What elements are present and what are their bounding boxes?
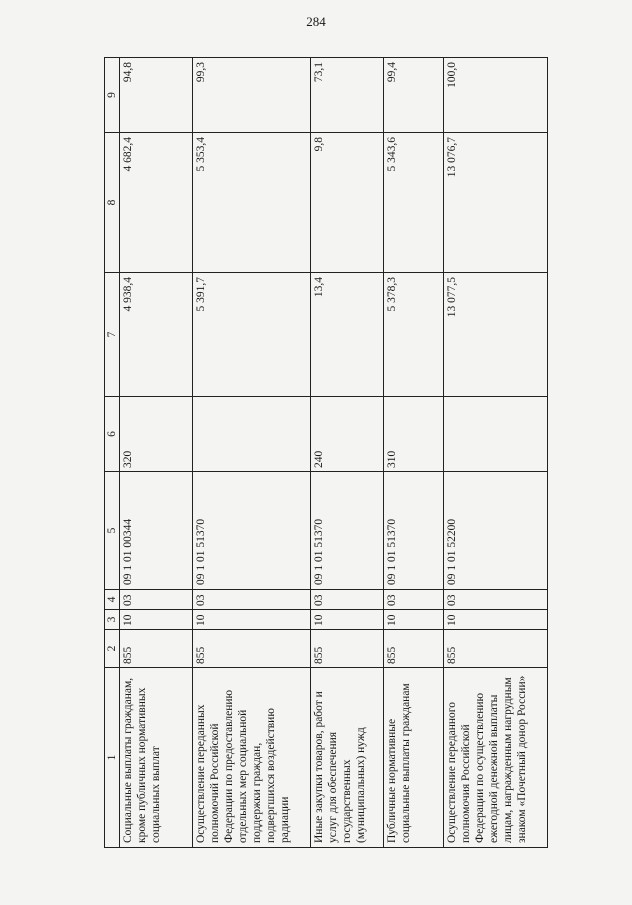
cell-plan: 4 938,4 <box>120 273 193 397</box>
budget-table <box>104 57 548 848</box>
cell-admin-code: 855 <box>384 630 444 668</box>
row-name: Иные закупки товаров, работ и услуг для обеспечения государственных (муниципальных) нужд <box>311 668 384 848</box>
cell-target-article: 09 1 01 00344 <box>120 472 193 590</box>
row-name: Публичные нормативные социальные выплаты гражданам <box>384 668 444 848</box>
cell-subsection: 03 <box>384 590 444 610</box>
cell-target-article: 09 1 01 51370 <box>193 472 311 590</box>
cell-percent: 94,8 <box>120 58 193 133</box>
cell-expense-type: 310 <box>384 397 444 472</box>
cell-percent: 73,1 <box>311 58 384 133</box>
table-row <box>120 58 193 848</box>
cell-plan: 13 077,5 <box>444 273 548 397</box>
cell-subsection: 03 <box>444 590 548 610</box>
cell-section: 10 <box>120 610 193 630</box>
cell-expense-type <box>444 397 548 472</box>
header-cell: 1 <box>105 668 120 848</box>
cell-plan: 13,4 <box>311 273 384 397</box>
header-row <box>105 58 120 848</box>
cell-section: 10 <box>311 610 384 630</box>
header-cell: 2 <box>105 630 120 668</box>
cell-section: 10 <box>384 610 444 630</box>
cell-subsection: 03 <box>311 590 384 610</box>
cell-plan: 5 391,7 <box>193 273 311 397</box>
header-cell: 6 <box>105 397 120 472</box>
page-number: 284 <box>306 14 326 29</box>
cell-actual: 4 682,4 <box>120 133 193 273</box>
cell-admin-code: 855 <box>444 630 548 668</box>
cell-admin-code: 855 <box>120 630 193 668</box>
cell-actual: 13 076,7 <box>444 133 548 273</box>
cell-target-article: 09 1 01 52200 <box>444 472 548 590</box>
cell-subsection: 03 <box>120 590 193 610</box>
row-name: Осуществление переданных полномочий Российской Федерации по предоставлению отдельных мер социальной поддержки граждан, подвергшихся воздействию радиации <box>193 668 311 848</box>
table-row <box>311 58 384 848</box>
header-cell: 9 <box>105 58 120 133</box>
cell-target-article: 09 1 01 51370 <box>384 472 444 590</box>
header-cell: 5 <box>105 472 120 590</box>
cell-actual: 9,8 <box>311 133 384 273</box>
cell-percent: 99,3 <box>193 58 311 133</box>
cell-percent: 99,4 <box>384 58 444 133</box>
cell-section: 10 <box>444 610 548 630</box>
row-name: Осуществление переданного полномочия Российской Федерации по осуществлению ежегодной денежной выплаты лицам, награжденным нагрудным знаком «Почетный донор России» <box>444 668 548 848</box>
header-cell: 4 <box>105 590 120 610</box>
header-cell: 3 <box>105 610 120 630</box>
cell-actual: 5 343,6 <box>384 133 444 273</box>
cell-target-article: 09 1 01 51370 <box>311 472 384 590</box>
header-cell: 8 <box>105 133 120 273</box>
cell-percent: 100,0 <box>444 58 548 133</box>
cell-section: 10 <box>193 610 311 630</box>
cell-expense-type: 320 <box>120 397 193 472</box>
rotated-table-frame <box>104 58 534 848</box>
header-cell: 7 <box>105 273 120 397</box>
table-row <box>193 58 311 848</box>
table-row <box>444 58 548 848</box>
cell-plan: 5 378,3 <box>384 273 444 397</box>
cell-actual: 5 353,4 <box>193 133 311 273</box>
cell-subsection: 03 <box>193 590 311 610</box>
table-row <box>384 58 444 848</box>
row-name: Социальные выплаты гражданам, кроме публичных нормативных социальных выплат <box>120 668 193 848</box>
cell-admin-code: 855 <box>311 630 384 668</box>
cell-expense-type: 240 <box>311 397 384 472</box>
cell-expense-type <box>193 397 311 472</box>
cell-admin-code: 855 <box>193 630 311 668</box>
